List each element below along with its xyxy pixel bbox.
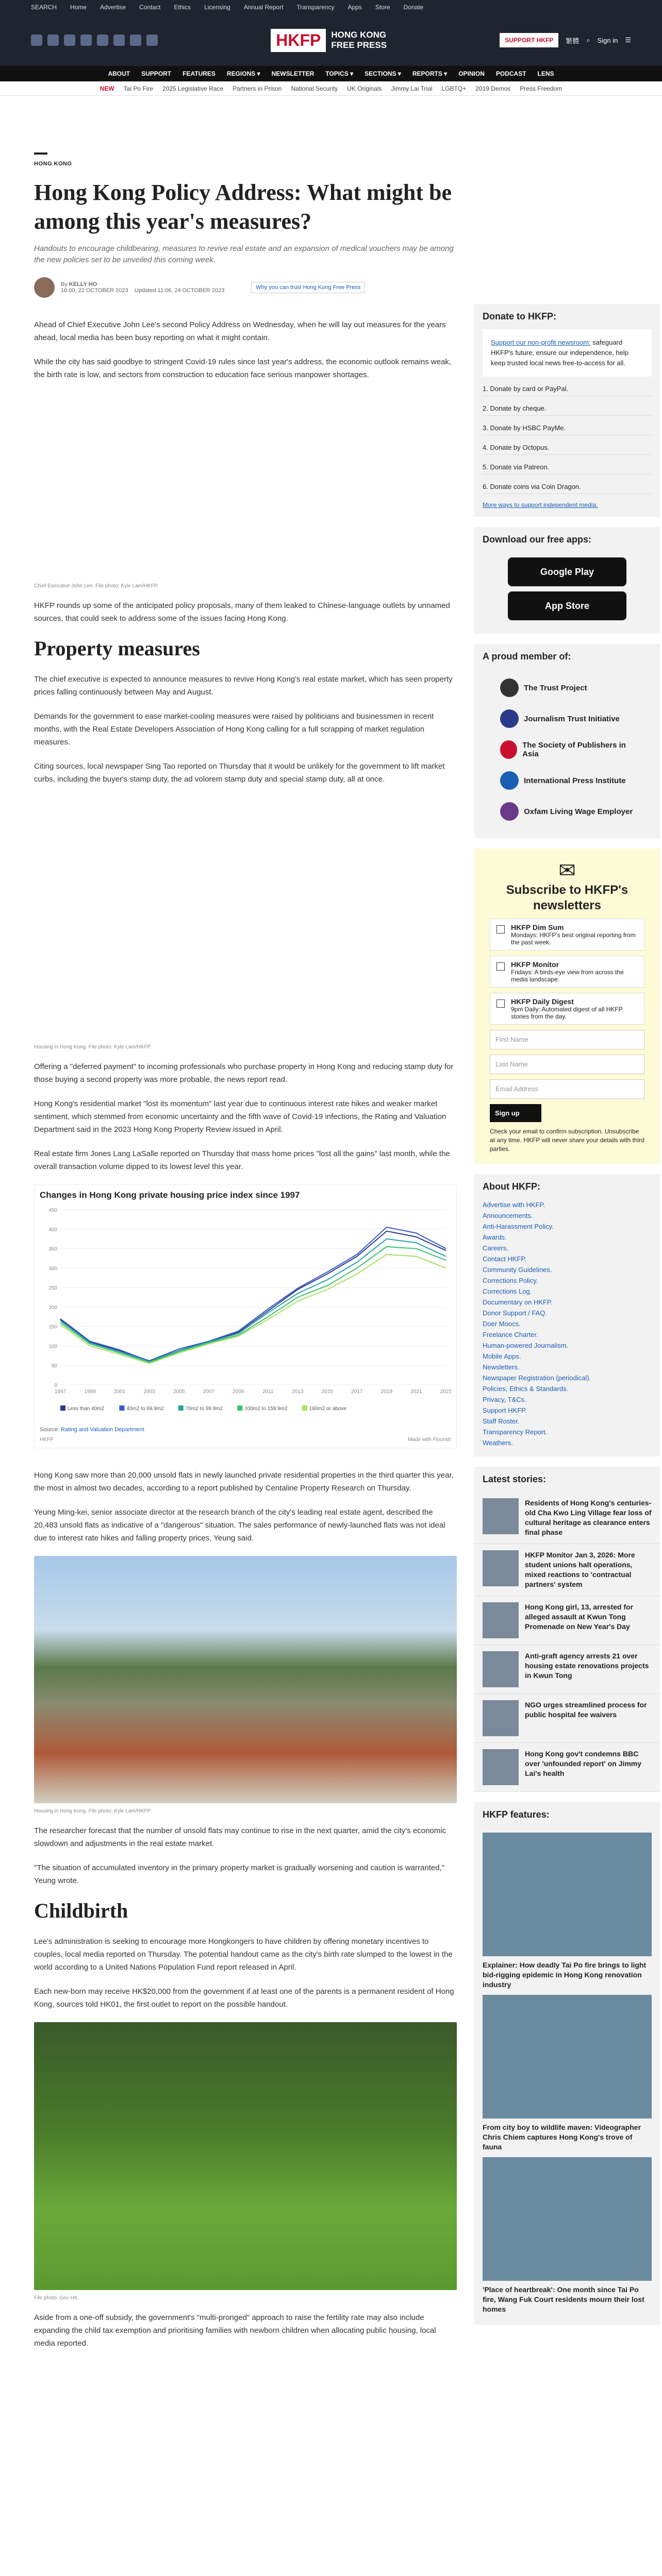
x-tick-label: 2023 — [440, 1389, 451, 1395]
telegram-icon[interactable] — [113, 35, 125, 46]
about-link[interactable]: Anti-Harassment Policy. — [483, 1223, 554, 1230]
topbar-link[interactable]: Donate — [403, 4, 424, 11]
site-logo[interactable] — [271, 29, 387, 52]
email-input[interactable]: Email Address — [490, 1079, 644, 1099]
menu-icon[interactable]: ☰ — [625, 36, 631, 44]
latest-story[interactable] — [474, 1596, 660, 1645]
family-photo — [34, 2022, 457, 2290]
member-icon — [500, 709, 519, 728]
about-widget — [474, 1174, 660, 1456]
x-tick-label: 2019 — [380, 1389, 393, 1395]
price-index-chart — [34, 1184, 457, 1448]
nav-item[interactable]: REGIONS ▾ — [226, 70, 260, 77]
sidebar — [474, 304, 660, 2335]
newsletter-name: HKFP Daily Digest — [511, 997, 574, 1006]
topbar-link[interactable]: Transparency — [296, 4, 335, 11]
youtube-icon[interactable] — [97, 35, 108, 46]
member-logo[interactable] — [500, 675, 634, 700]
about-link[interactable]: Staff Roster. — [483, 1417, 520, 1425]
legend-swatch — [237, 1405, 242, 1411]
photo-placeholder — [34, 393, 457, 578]
about-link[interactable]: Weathers. — [483, 1439, 514, 1447]
legend-swatch — [178, 1405, 184, 1411]
photo-caption: File photo: Gov HK. — [34, 2295, 79, 2301]
trending-link[interactable]: LGBTQ+ — [441, 84, 467, 92]
photo-placeholder — [34, 797, 457, 1039]
y-tick-label: 50 — [51, 1363, 57, 1369]
topbar-link[interactable]: Home — [70, 4, 87, 11]
about-link[interactable]: Doer Moocs. — [483, 1320, 521, 1328]
topbar-link[interactable]: Annual Report — [243, 4, 284, 11]
nav-item[interactable]: LENS — [537, 70, 554, 77]
paragraph: Demands for the government to ease market-cooling measures were raised by politicians and businessmen in recent months, with the Real Estate Developers Association of Hong Kong calling for a full scrapping of market regulation measures. — [34, 712, 434, 747]
y-tick-label: 200 — [48, 1304, 57, 1311]
y-tick-label: 400 — [48, 1227, 57, 1233]
paragraph: Lee's administration is seeking to encourage more Hongkongers to have children by offering monetary incentives to couples, local media reported on Thursday. The potential handout came as the city's birth rate slumped to the lowest in the world according to a United Nations Population Fund report released in April. — [34, 1937, 453, 1972]
donate-lead-link[interactable]: Support our non-profit newsroom: — [491, 338, 591, 346]
widget-title: HKFP features: — [483, 1809, 550, 1820]
newsletter-option[interactable] — [490, 956, 644, 988]
story-thumbnail — [483, 1651, 519, 1687]
story-title[interactable]: HKFP Monitor Jan 3, 2026: More student unions halt operations, mixed reactions to 'contractual partners' system — [525, 1551, 635, 1588]
google-play-button[interactable]: Google Play — [508, 557, 626, 586]
x-tick-label: 2001 — [113, 1389, 126, 1395]
nav-item[interactable]: NEWSLETTER — [271, 70, 315, 77]
donate-option[interactable]: 1. Donate by card or PayPal. — [483, 382, 652, 396]
series-line — [60, 1227, 446, 1361]
topbar-link[interactable]: Contact — [139, 4, 161, 11]
publish-date: 16:00, 22 OCTOBER 2023 — [61, 287, 128, 294]
updated-date: Updated 11:06, 24 OCTOBER 2023 — [134, 287, 225, 294]
chart-source-label: Source: — [40, 1427, 59, 1433]
paragraph: Yeung Ming-kei, senior associate director at the research branch of the city's leading real estate agent, described the 20,483 unsold flats as indicative of a "dangerous" situation. The sales performance of newly-launched flats was not ideal due to interest rate hikes and falling property prices, Yeung said. — [34, 1508, 445, 1543]
divider — [34, 152, 47, 155]
widget-title: Donate to HKFP: — [483, 311, 556, 321]
legend-label: 100m2 to 159.9m2 — [244, 1406, 288, 1412]
paragraph: Citing sources, local newspaper Sing Tao reported on Thursday that it would be unlikely for the government to lift market curbs, including the buyer's stamp duty, the ad volorem stamp duty and special stamp duty, all at once. — [34, 762, 445, 784]
y-tick-label: 250 — [48, 1285, 57, 1292]
donate-option[interactable]: 3. Donate by HSBC PayMe. — [483, 421, 652, 435]
about-link[interactable]: Freelance Charter. — [483, 1331, 538, 1338]
trending-link[interactable]: Partners in Prison — [233, 84, 282, 92]
newsletter-option[interactable] — [490, 993, 644, 1025]
trust-link[interactable]: Why you can trust Hong Kong Free Press — [251, 282, 365, 293]
widget-title: About HKFP: — [483, 1181, 540, 1192]
series-line — [60, 1231, 446, 1361]
newsletter-widget — [474, 849, 660, 1164]
legend-label: 40m2 to 69.9m2 — [126, 1406, 164, 1412]
logo-name-line2: FREE PRESS — [331, 40, 387, 50]
paragraph: The researcher forecast that the number of unsold flats may continue to rise in the next quarter, amid the city's economic slowdown and adjustments in the real estate market. — [34, 1826, 446, 1848]
nav-item[interactable]: TOPICS ▾ — [325, 70, 354, 77]
signup-button[interactable]: Sign up — [490, 1104, 541, 1122]
about-link[interactable]: Announcements. — [483, 1212, 533, 1219]
story-title[interactable]: Anti-graft agency arrests 21 over housing estate renovations projects in Kwun Tong — [525, 1652, 649, 1680]
by-label: By — [61, 281, 68, 287]
topbar-link[interactable]: Advertise — [100, 4, 126, 11]
x-tick-label: 2013 — [292, 1389, 304, 1395]
widget-title: Latest stories: — [483, 1474, 547, 1484]
nav-item[interactable]: SUPPORT — [141, 70, 172, 77]
newsletter-desc: Mondays: HKFP's best original reporting from the past week. — [511, 931, 636, 946]
feature-image[interactable] — [483, 1833, 652, 1956]
member-logo[interactable] — [500, 737, 634, 762]
signin-link[interactable]: Sign in — [597, 36, 618, 44]
app-store-button[interactable]: App Store — [508, 591, 626, 620]
housing-photo — [34, 1556, 457, 1803]
members-widget — [474, 644, 660, 838]
about-link[interactable]: Advertise with HKFP. — [483, 1201, 545, 1209]
checkbox-icon[interactable] — [496, 999, 505, 1008]
topbar-link[interactable]: Store — [375, 4, 390, 11]
newsletter-note: Check your email to confirm subscription. Unsubscribe at any time. HKFP will never share your details with third parties. — [490, 1128, 644, 1153]
nav-item[interactable]: FEATURES — [183, 70, 216, 77]
photo-caption: Housing in Hong Kong. File photo: Kyle Lam/HKFP. — [34, 1044, 152, 1050]
member-name: The Society of Publishers in Asia — [522, 741, 626, 758]
series-line — [60, 1255, 446, 1364]
facebook-icon[interactable] — [31, 35, 42, 46]
threads-icon[interactable] — [80, 35, 92, 46]
member-icon — [500, 679, 519, 697]
paragraph: Ahead of Chief Executive John Lee's second Policy Address on Wednesday, when he will lay out measures for the years ahead, local media has been busy reporting on what it might contain. — [34, 320, 446, 342]
paragraph: HKFP rounds up some of the anticipated policy proposals, many of them leaked to Chinese-language outlets by unnamed sources, that could seek to address some of the issues facing Hong Kong. — [34, 601, 450, 623]
x-tick-label: 2007 — [203, 1389, 214, 1395]
trending-link[interactable]: National Security — [291, 84, 338, 92]
member-name: The Trust Project — [524, 683, 587, 692]
about-link[interactable]: Corrections Policy. — [483, 1277, 538, 1284]
legend-swatch — [60, 1405, 65, 1411]
paragraph: The chief executive is expected to announce measures to revive Hong Kong's real estate market, which has seen property prices falling continuously between May and August. — [34, 675, 453, 697]
story-thumbnail — [483, 1700, 519, 1736]
nav-item[interactable]: OPINION — [458, 70, 485, 77]
legend-label: 160m2 or above — [309, 1406, 347, 1412]
latest-story[interactable] — [474, 1694, 660, 1743]
paragraph: While the city has said goodbye to stringent Covid-19 rules since last year's address, the economic outlook remains weak, the birth rate is low, and sectors from construction to education face serious manpower shortages. — [34, 358, 452, 379]
feature-title[interactable]: From city boy to wildlife maven: Videographer Chris Chiem captures Hong Kong's trove of fauna — [483, 2123, 641, 2151]
newsletter-name: HKFP Dim Sum — [511, 923, 564, 931]
paragraph: Offering a "deferred payment" to incoming professionals who purchase property in Hong Kong and reducing stamp duty for those buying a second property was more probable, the news report read. — [34, 1062, 454, 1084]
newsletter-title: Subscribe to HKFP's newsletters — [506, 883, 628, 912]
newsletter-desc: 9pm Daily: Automated digest of all HKFP stories from the day. — [511, 1006, 623, 1020]
byline — [34, 277, 457, 298]
about-link[interactable]: Awards. — [483, 1233, 507, 1241]
about-link[interactable]: Human-powered Journalism. — [483, 1342, 569, 1349]
legend-swatch — [302, 1405, 307, 1411]
section-heading: Childbirth — [34, 1899, 128, 1922]
donate-option[interactable]: 4. Donate by Octopus. — [483, 440, 652, 455]
member-name: International Press Institute — [524, 776, 626, 785]
apps-widget — [474, 527, 660, 634]
photo-caption: Housing in Hong Kong. File photo: Kyle Lam/HKFP. — [34, 1808, 152, 1814]
newsletter-desc: Fridays: A birds-eye view from across the media landscape. — [511, 969, 624, 983]
donate-option[interactable]: 6. Donate coins via Coin Dragon. — [483, 480, 652, 494]
y-tick-label: 150 — [48, 1324, 57, 1330]
last-name-input[interactable]: Last Name — [490, 1055, 644, 1074]
envelope-icon: ✉ — [558, 859, 576, 882]
rss-icon[interactable] — [146, 35, 158, 46]
latest-story[interactable] — [474, 1645, 660, 1694]
feature-title[interactable]: 'Place of heartbreak': One month since Tai Po fire, Wang Fuk Court residents mourn their lost homes — [483, 2285, 644, 2313]
nav-item[interactable]: REPORTS ▾ — [412, 70, 448, 77]
latest-story[interactable] — [474, 1743, 660, 1792]
y-tick-label: 100 — [48, 1344, 57, 1350]
instagram-icon[interactable] — [64, 35, 75, 46]
support-button[interactable]: SUPPORT HKFP — [500, 33, 558, 47]
x-tick-label: 2003 — [143, 1389, 155, 1395]
about-link[interactable]: Careers. — [483, 1244, 508, 1252]
x-icon[interactable] — [47, 35, 59, 46]
feature-image[interactable] — [483, 2157, 652, 2281]
widget-title: A proud member of: — [483, 651, 571, 662]
newsletter-option[interactable] — [490, 919, 644, 951]
features-widget — [474, 1802, 660, 2325]
donate-option[interactable]: 2. Donate by cheque. — [483, 401, 652, 416]
x-tick-label: 2017 — [351, 1389, 363, 1395]
about-link[interactable]: Contact HKFP. — [483, 1255, 527, 1263]
flourish-credit[interactable]: Made with Flourish — [408, 1437, 451, 1443]
about-link[interactable]: Newspaper Registration (periodical). — [483, 1374, 591, 1382]
trending-link[interactable]: 2019 Demos — [475, 84, 511, 92]
member-icon — [500, 802, 519, 821]
checkbox-icon[interactable] — [496, 925, 505, 934]
member-icon — [500, 740, 517, 759]
story-thumbnail — [483, 1749, 519, 1785]
nav-item[interactable]: SECTIONS ▾ — [365, 70, 401, 77]
first-name-input[interactable]: First Name — [490, 1030, 644, 1049]
legend-swatch — [119, 1405, 124, 1411]
trending-link[interactable]: UK Originals — [347, 84, 382, 92]
feature-title[interactable]: Explainer: How deadly Tai Po fire brings to light bid-rigging epidemic in Hong Kong renovation industry — [483, 1961, 647, 1989]
about-link[interactable]: Community Guidelines. — [483, 1266, 552, 1274]
y-tick-label: 450 — [48, 1208, 57, 1213]
y-tick-label: 0 — [54, 1383, 57, 1388]
trending-link[interactable]: Jimmy Lai Trial — [391, 84, 433, 92]
member-logo[interactable] — [500, 706, 634, 731]
author-avatar[interactable] — [34, 277, 55, 298]
site-header — [0, 14, 662, 66]
article-standfirst: Handouts to encourage childbearing, measures to revive real estate and an expansion of medical vouchers may be among the new policies set to be unveiled this coming week. — [34, 244, 454, 264]
language-switch[interactable]: 繁體 — [566, 37, 580, 45]
series-line — [60, 1239, 446, 1362]
about-link[interactable]: Newsletters. — [483, 1363, 520, 1371]
legend-label: Less than 40m2 — [68, 1406, 105, 1412]
latest-story[interactable] — [474, 1492, 660, 1544]
latest-story[interactable] — [474, 1544, 660, 1596]
y-tick-label: 350 — [48, 1246, 57, 1252]
x-tick-label: 2009 — [233, 1389, 244, 1395]
article-category[interactable]: HONG KONG — [34, 161, 72, 167]
y-tick-label: 300 — [48, 1266, 57, 1272]
x-tick-label: 2005 — [173, 1389, 185, 1395]
about-link[interactable]: Policies, Ethics & Standards. — [483, 1385, 569, 1393]
logo-mark: HKFP — [271, 29, 326, 52]
new-badge: NEW — [100, 84, 114, 92]
chart-source[interactable]: Rating and Valuation Department — [60, 1427, 144, 1433]
story-thumbnail — [483, 1602, 519, 1638]
donate-widget — [474, 304, 660, 517]
top-utility-bar — [0, 0, 662, 14]
more-ways-link[interactable]: More ways to support independent media. — [483, 501, 598, 509]
email-icon[interactable] — [130, 35, 141, 46]
paragraph: Aside from a one-off subsidy, the government's "multi-pronged" approach to raise the fertility rate may also include expanding the child tax exemption and prioritising families with newborn children when allocating public housing, local media reported. — [34, 2313, 436, 2348]
newsletter-name: HKFP Monitor — [511, 960, 559, 969]
trending-link[interactable]: Tai Po Fire — [123, 84, 154, 92]
topbar-link[interactable]: Apps — [347, 4, 362, 11]
section-heading: Property measures — [34, 637, 200, 660]
logo-name-line1: HONG KONG — [331, 30, 387, 40]
legend-label: 70m2 to 99.9m2 — [185, 1406, 223, 1412]
feature-image[interactable] — [483, 1995, 652, 2119]
latest-widget — [474, 1467, 660, 1792]
search-icon[interactable]: ⌕ — [586, 36, 590, 44]
about-link[interactable]: Mobile Apps. — [483, 1352, 521, 1360]
paragraph: Real estate firm Jones Lang LaSalle reported on Thursday that mass home prices "lost all the gains" last month, while the overall transaction volume dipped to its lowest level this year. — [34, 1149, 450, 1171]
member-logo[interactable] — [500, 799, 634, 824]
author-name[interactable]: KELLY HO — [69, 281, 97, 287]
story-title[interactable]: Hong Kong girl, 13, arrested for alleged assault at Kwun Tong Promenade on New Year's Day — [525, 1603, 634, 1631]
donate-lead-text: safeguard HKFP's future, ensure our independence, help keep trusted local news free-to-access for all. — [491, 338, 628, 367]
checkbox-icon[interactable] — [496, 962, 505, 971]
topbar-link[interactable]: SEARCH — [31, 4, 57, 11]
x-tick-label: 2011 — [262, 1389, 274, 1395]
x-tick-label: 2015 — [321, 1389, 333, 1395]
main-nav — [0, 66, 662, 81]
paragraph: Hong Kong saw more than 20,000 unsold flats in newly launched private residential properties in the third quarter this year, the most in almost two decades, according to a report published by Centaline Property Research on Thursday. — [34, 1471, 454, 1493]
chart-title: Changes in Hong Kong private housing price index since 1997 — [40, 1190, 300, 1200]
about-link[interactable]: Corrections Log. — [483, 1287, 532, 1295]
topbar-link[interactable]: Licensing — [204, 4, 230, 11]
series-line — [60, 1247, 446, 1362]
nav-item[interactable]: PODCAST — [495, 70, 526, 77]
about-link[interactable]: Documentary on HKFP. — [483, 1298, 553, 1306]
story-title[interactable]: Residents of Hong Kong's centuries-old Cha Kwo Ling Village fear loss of cultural heritage as clearance enters final phase — [525, 1499, 652, 1536]
chart-plot — [40, 1205, 451, 1421]
paragraph: Each new-born may receive HK$20,000 from the government if at least one of the parents is a permanent resident of Hong Kong, sources told HK01, the first outlet to report on the possible handout. — [34, 1987, 454, 2009]
x-tick-label: 1999 — [84, 1389, 96, 1395]
paragraph: "The situation of accumulated inventory in the primary property market is gradually worsening and caution is warranted," Yeung wrote. — [34, 1863, 445, 1885]
about-link[interactable]: Transparency Report. — [483, 1428, 548, 1436]
widget-title: Download our free apps: — [483, 534, 592, 545]
topbar-link[interactable]: Ethics — [174, 4, 191, 11]
member-logo[interactable] — [500, 768, 634, 793]
nav-item[interactable]: ABOUT — [108, 70, 130, 77]
story-thumbnail — [483, 1550, 519, 1586]
chart-logo: HKFP — [40, 1437, 54, 1443]
story-title[interactable]: Hong Kong gov't condemns BBC over 'unfounded report' on Jimmy Lai's health — [525, 1750, 642, 1777]
x-tick-label: 1997 — [54, 1389, 67, 1395]
paragraph: Hong Kong's residential market "lost its momentum" last year due to continuous interest rate hikes and weaker market sentiment, which stemmed from economic uncertainty and the fifth wave of Covid-19 infections, the Rating and Valuation Department said in the 2023 Hong Kong Property Review issued in April. — [34, 1099, 446, 1134]
article — [34, 152, 457, 2361]
story-thumbnail — [483, 1498, 519, 1534]
article-title: Hong Kong Policy Address: What might be among this year's measures? — [34, 180, 452, 234]
about-link[interactable]: Support HKFP. — [483, 1406, 527, 1414]
trending-link[interactable]: 2025 Legislative Race — [162, 84, 224, 92]
member-name: Journalism Trust Initiative — [524, 714, 620, 723]
x-tick-label: 2021 — [410, 1389, 422, 1395]
story-title[interactable]: NGO urges streamlined process for public hospital fee waivers — [525, 1701, 647, 1719]
trending-bar — [0, 81, 662, 96]
member-icon — [500, 771, 519, 790]
donate-option[interactable]: 5. Donate via Patreon. — [483, 460, 652, 474]
social-links — [31, 35, 158, 46]
trending-link[interactable]: Press Freedom — [520, 84, 562, 92]
photo-caption: Chief Executive John Lee. File photo: Kyle Lam/HKFP. — [34, 583, 159, 589]
about-link[interactable]: Privacy, T&Cs. — [483, 1396, 526, 1403]
member-name: Oxfam Living Wage Employer — [524, 807, 633, 816]
about-link[interactable]: Donor Support / FAQ. — [483, 1309, 548, 1317]
